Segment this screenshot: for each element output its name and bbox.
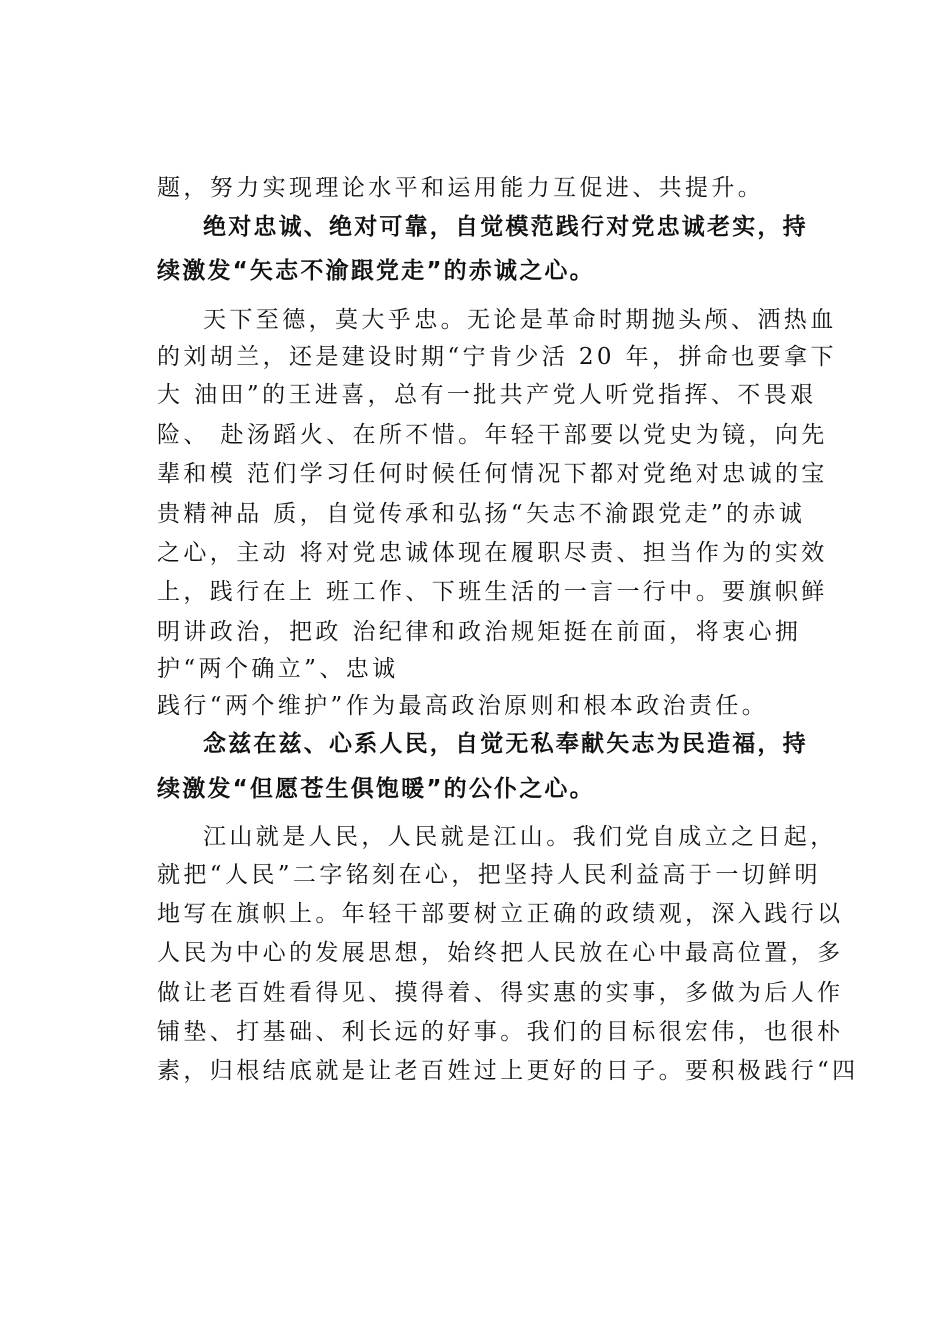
paragraph-line: 护“两个确立”、忠诚 [157, 656, 399, 682]
paragraph-line: 人民为中心的发展思想，始终把人民放在心中最高位置，多 [157, 940, 844, 966]
paragraph-line: 大 油田”的王进喜，总有一批共产党人听党指挥、不畏艰 [157, 382, 817, 408]
paragraph-line: 就把“人民”二字铭刻在心，把坚持人民利益高于一切鲜明 [157, 862, 821, 888]
paragraph-line: 辈和模 范们学习任何时候任何情况下都对党绝对忠诚的宝 [157, 461, 828, 487]
paragraph-line: 明讲政治，把政 治纪律和政治规矩挺在前面，将衷心拥 [157, 619, 802, 645]
paragraph-line: 素，归根结底就是让老百姓过上更好的日子。要积极践行“四 [157, 1058, 859, 1084]
paragraph-line: 践行“两个维护”作为最高政治原则和根本政治责任。 [157, 693, 769, 719]
section-heading-line: 续激发“矢志不渝跟党走”的赤诚之心。 [157, 258, 595, 284]
paragraph-line: 的刘胡兰，还是建设时期“宁肯少活 20 年，拼命也要拿下 [157, 344, 837, 370]
paragraph-line: 上，践行在上 班工作、下班生活的一言一行中。要旗帜鲜 [157, 579, 828, 605]
paragraph-line: 贵精神品 质，自觉传承和弘扬“矢志不渝跟党走”的赤诚 [157, 501, 806, 527]
paragraph-line: 铺垫、打基础、利长远的好事。我们的目标很宏伟，也很朴 [157, 1019, 844, 1045]
paragraph-line: 题，努力实现理论水平和运用能力互促进、共提升。 [157, 175, 765, 201]
paragraph-line: 做让老百姓看得见、摸得着、得实惠的实事，多做为后人作 [157, 980, 844, 1006]
section-heading-line: 续激发“但愿苍生俱饱暖”的公仆之心。 [157, 776, 595, 802]
paragraph-line: 天下至德，莫大乎忠。无论是革命时期抛头颅、洒热血 [203, 307, 837, 333]
section-heading-line: 念兹在兹、心系人民，自觉无私奉献矢志为民造福，持 [203, 731, 808, 757]
section-heading-line: 绝对忠诚、绝对可靠，自觉模范践行对党忠诚老实，持 [203, 214, 808, 240]
paragraph-line: 之心，主动 将对党忠诚体现在履职尽责、担当作为的实效 [157, 540, 828, 566]
paragraph-line: 江山就是人民，人民就是江山。我们党自成立之日起， [203, 824, 837, 850]
paragraph-line: 险、 赴汤蹈火、在所不惜。年轻干部要以党史为镜，向先 [157, 422, 828, 448]
paragraph-line: 地写在旗帜上。年轻干部要树立正确的政绩观，深入践行以 [157, 901, 844, 927]
